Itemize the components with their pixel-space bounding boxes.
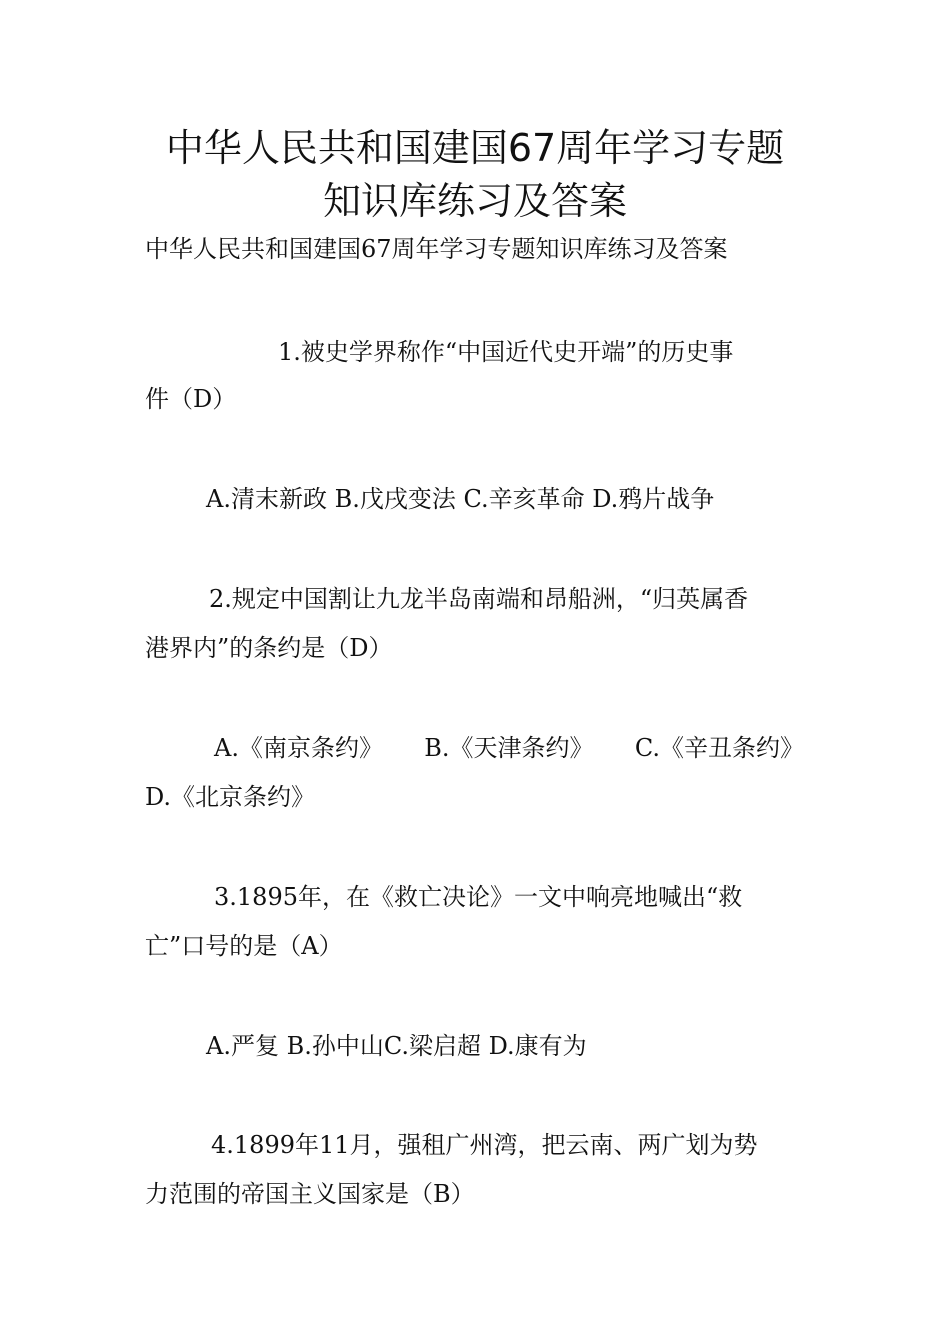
question-3-option-d: D.康有为	[488, 1032, 587, 1060]
question-2-option-b: B.《天津条约》	[424, 734, 594, 762]
question-2-options-row-1	[214, 733, 804, 763]
question-1-option-a: A.清末新政	[206, 485, 327, 513]
document-title-line-2: 知识库练习及答案	[322, 179, 627, 223]
question-1-options	[206, 484, 714, 514]
document-title-line-1: 中华人民共和国建国67周年学习专题	[165, 126, 785, 170]
question-3-options	[206, 1031, 587, 1061]
question-2-text-line-1: 2.规定中国割让九龙半岛南端和昂船洲，“归英属香	[209, 585, 749, 613]
question-1-text-line-2: 件（D）	[145, 385, 237, 413]
document-subtitle: 中华人民共和国建国67周年学习专题知识库练习及答案	[145, 235, 728, 263]
question-2-option-d: D.《北京条约》	[145, 783, 316, 811]
question-1-option-b: B.戊戌变法	[334, 485, 456, 513]
question-3-option-c: C.梁启超	[383, 1032, 482, 1060]
question-1-text-line-1: 1.被史学界称作“中国近代史开端”的历史事	[278, 338, 734, 366]
question-4-text-line-2: 力范围的帝国主义国家是（B）	[145, 1180, 475, 1208]
question-1-option-c: C.辛亥革命	[463, 485, 585, 513]
question-4-text-line-1: 4.1899年11月，强租广州湾，把云南、两广划为势	[211, 1131, 758, 1159]
question-3-text-line-1: 3.1895年，在《救亡决论》一文中响亮地喊出“救	[214, 883, 743, 911]
question-3-option-b: B.孙中山	[286, 1032, 384, 1060]
question-3-option-a: A.严复	[206, 1032, 279, 1060]
question-2-text-line-2: 港界内”的条约是（D）	[145, 634, 393, 662]
question-3-text-line-2: 亡”口号的是（A）	[145, 932, 343, 960]
question-2-option-c: C.《辛丑条约》	[634, 734, 804, 762]
question-2-option-a: A.《南京条约》	[214, 734, 383, 762]
question-1-option-d: D.鸦片战争	[592, 485, 715, 513]
